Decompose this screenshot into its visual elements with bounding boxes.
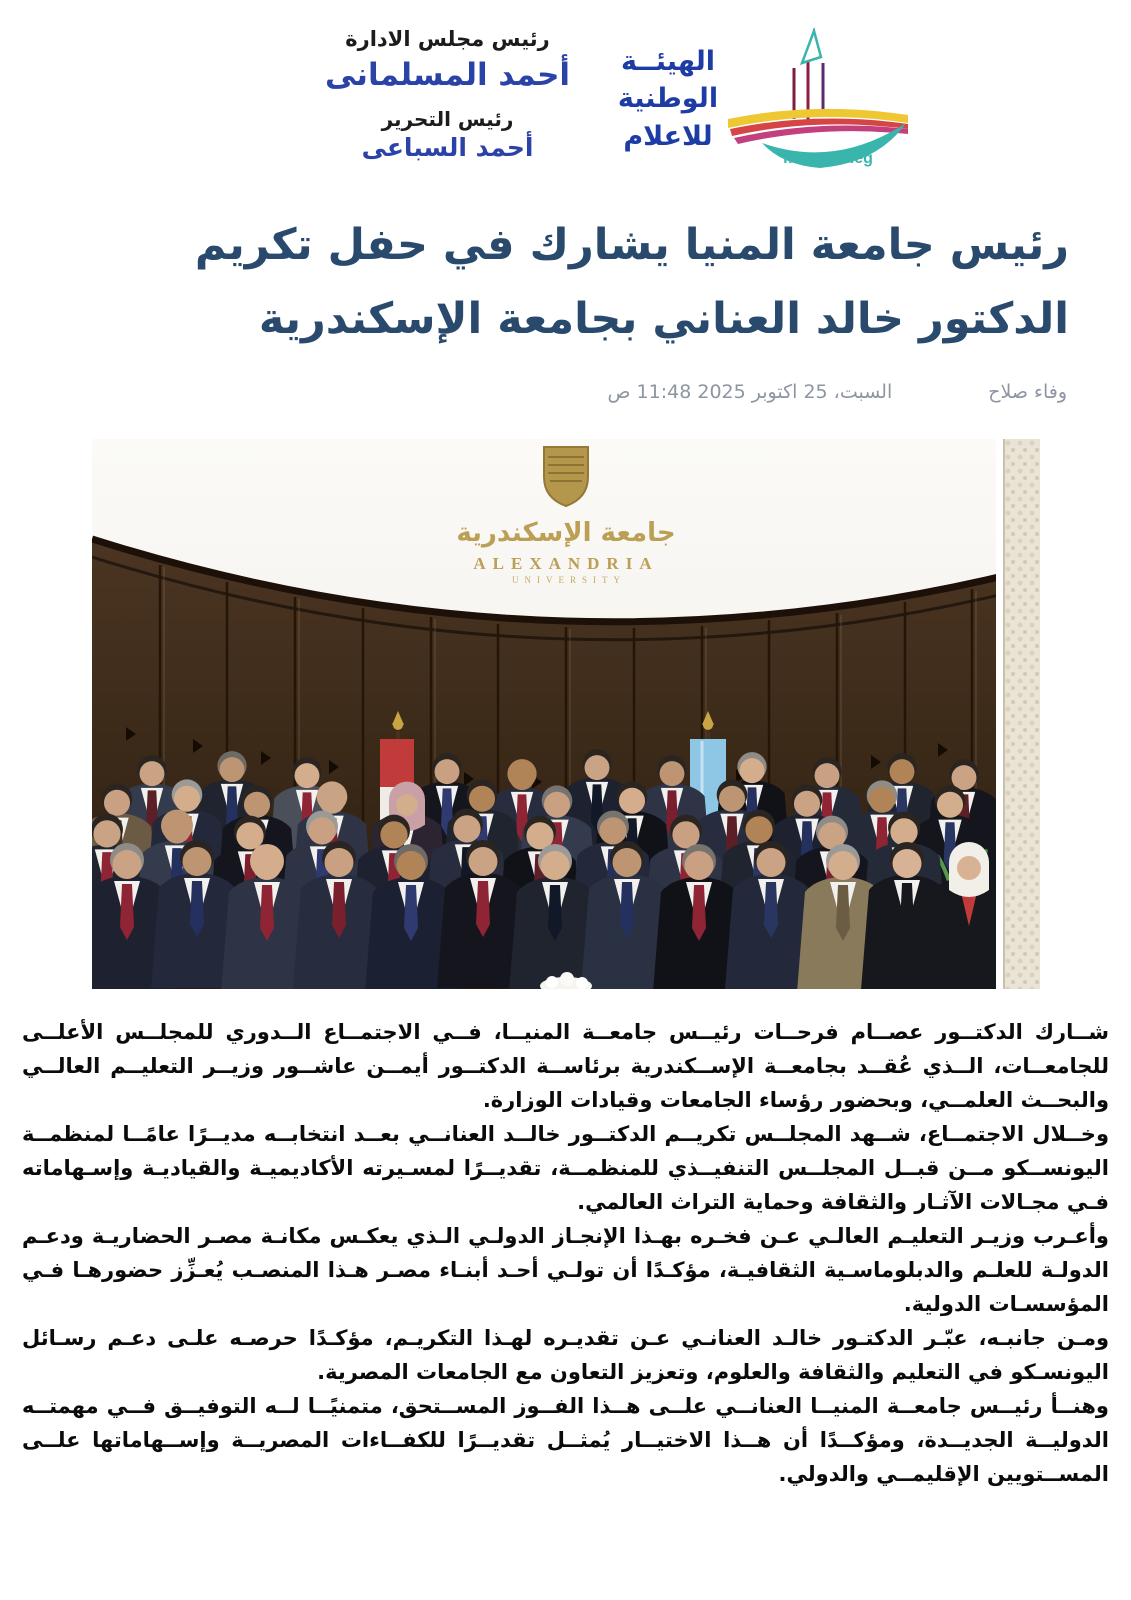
paragraph-5: وهنــأ رئيــس جامعــة المنيــا العنانــي علــى هــذا الفــوز المســتحق، متمنيًــا لــه التوفيــق فــي مهمتــه الدوليــة الجديــدة، ومؤكــدًا أن هــذا الاختيــار يُمثــل تقديــرًا للكفــاءات المصريــة وإســهاماتها علــى المســتويين الإقليمــي والدولي. (22, 1393, 1109, 1486)
editorial-board-block (295, 26, 600, 165)
site-logo[interactable] (612, 20, 912, 178)
logo-domain-text: maspero.eg (783, 150, 873, 167)
site-logo-wordmark (612, 43, 724, 155)
paragraph-2: وخــلال الاجتمــاع، شــهد المجلــس تكريــم الدكتــور خالــد العنانــي بعــد انتخابــه مديــرًا عامًــا لمنظمــة اليونســكو مــن قبــل المجلــس التنفيــذي للمنظمــة، تقديــرًا لمسـيرته الأكاديميـة والقياديـة وإسـهاماته فـي مجـالات الآثـار والثقافة وحماية التراث العالمي. (22, 1121, 1109, 1214)
logo-line1: الهيئــة (620, 46, 716, 78)
chairman-label: رئيس مجلس الادارة (345, 27, 550, 51)
article-photo (92, 439, 1040, 989)
editor-name: أحمد السباعى (361, 133, 534, 163)
group-photo-illustration (92, 439, 1040, 989)
paragraph-1: شــارك الدكتــور عصــام فرحــات رئيــس جامعــة المنيــا، فــي الاجتمــاع الــدوري للمجلــس الأعلــى للجامعــات، الــذي عُقــد بجامعــة الإســكندرية برئاســة الدكتــور أيمــن عاشــور وزيــر التعليــم العالــي والبحــث العلمــي، وبحضور رؤساء الجامعات وقيادات الوزارة. (22, 1019, 1109, 1112)
article-title-line1: رئيس جامعة المنيا يشارك في حفل تكريم (194, 220, 1069, 270)
publish-datetime: السبت، 25 اكتوبر 2025 11:48 ص (607, 380, 893, 403)
article-body (22, 1015, 1109, 1491)
author-name: وفاء صلاح (988, 380, 1067, 403)
maspero-tower-icon (724, 23, 912, 175)
byline (64, 381, 1067, 403)
article-title (62, 208, 1069, 357)
editor-label: رئيس التحرير (381, 107, 514, 132)
chairman-name: أحمد المسلمانى (324, 57, 571, 94)
page-header (0, 0, 1131, 192)
university-calligraphy: جامعة الإسكندرية (455, 517, 676, 548)
logo-line2: الوطنية (617, 83, 719, 115)
article-title-line2: الدكتور خالد العناني بجامعة الإسكندرية (258, 294, 1069, 345)
university-emblem (544, 447, 588, 506)
university-name-en: ALEXANDRIA (472, 553, 659, 573)
paragraph-3: وأعـرب وزيـر التعليـم العالـي عـن فخـره بهـذا الإنجـاز الدولـي الـذي يعكـس مكانـة مصـر الحضاريـة ودعـم الدولـة للعلـم والدبلوماسـية الثقافيـة، مؤكـدًا أن تولـي أحـد أبنـاء مصـر هـذا المنصـب يُعـزِّز حضورهـا فـي المؤسسـات الدولية. (22, 1223, 1109, 1316)
ornate-column (996, 439, 1040, 989)
university-name-en2: UNIVERSITY (511, 574, 626, 585)
paragraph-4: ومـن جانبـه، عبّـر الدكتـور خالـد العنانـي عـن تقديـره لهـذا التكريـم، مؤكـدًا حرصـه علـى دعـم رسـائل اليونسـكو في التعليم والثقافة والعلوم، وتعزيز التعاون مع الجامعات المصرية. (22, 1325, 1109, 1384)
logo-line3: للاعلام (623, 120, 713, 152)
